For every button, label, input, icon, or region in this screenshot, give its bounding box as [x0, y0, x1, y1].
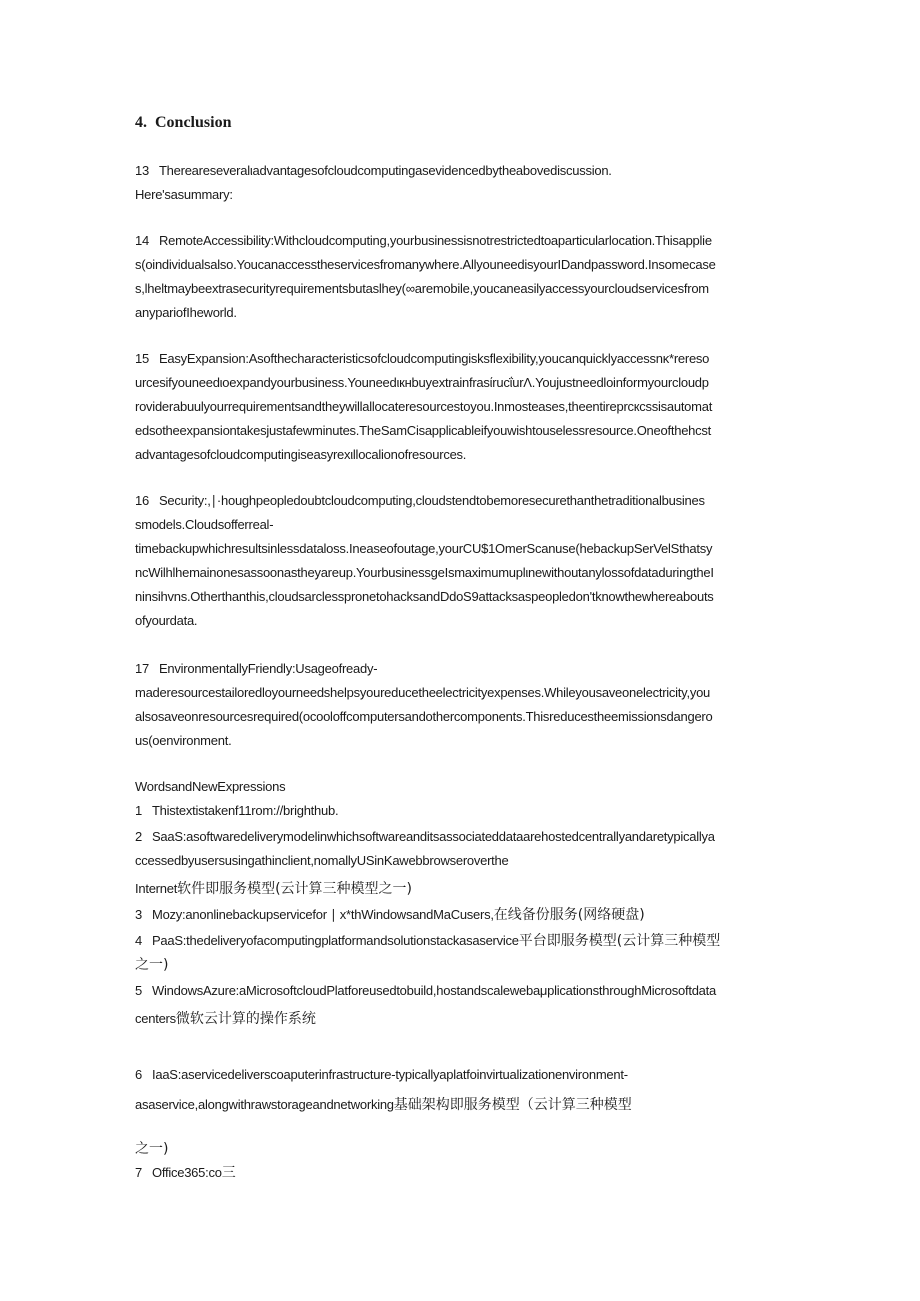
paragraph-text: EasyExpansion:Asofthecharacteristicsofcloudcomputingisksflexibility,youcanquicklyaccessnκ*rereso [158, 351, 710, 366]
glossary-number: 7 [135, 1165, 142, 1180]
glossary-text: IaaS:aservicedeliverscoaputerinfrastructure-typicallyaplatfoinvirtualizationenvironment- [151, 1067, 628, 1082]
glossary-number: 3 [135, 907, 142, 922]
glossary-item-6-line [135, 1096, 632, 1114]
paragraph-text: Thereareseveralιadvantagesofcloudcomputingasevidencedbytheabovediscussion. [158, 163, 612, 178]
glossary-number: 4 [135, 933, 142, 948]
glossary-item-5-line [135, 1010, 316, 1028]
paragraph-13-line [135, 162, 612, 180]
glossary-chinese-text: 三 [221, 1165, 236, 1181]
paragraph-15-line: advantagesofcloudcomputingiseasyrexιllocalionofresources. [135, 447, 467, 462]
glossary-item-7 [135, 1164, 236, 1182]
glossary-item-4-line [135, 956, 168, 974]
glossary-item-3 [135, 906, 645, 924]
paragraph-17-line: us(oenvironment. [135, 733, 232, 748]
paragraph-15-line: urcesifyouneedιoexpandyourbusiness.YouneedιкнbuyextrainfrasίrucΐurΛ.Youjustneedloinformyourcloudp [135, 375, 709, 390]
glossary-chinese-text: 软件即服务模型(云计算三种模型之一) [177, 881, 413, 897]
glossary-chinese-text: 之一) [135, 1141, 169, 1157]
paragraph-14-line: s,lheltmaybeextrasecurityrequirementsbutaslhey(∞aremobile,youcaneasilyaccessyourcloudservicesfrom [135, 281, 709, 296]
section-number: 4. [135, 114, 147, 131]
glossary-text: asaservice,alongwithrawstorageandnetworking [135, 1097, 394, 1112]
section-title: Conclusion [155, 114, 232, 131]
paragraph-14-line: anypariofIheworld. [135, 305, 237, 320]
glossary-item-2 [135, 828, 715, 846]
glossary-item-1 [135, 802, 338, 820]
glossary-text: Mozy:anonlinebackupservicefor ∣ x*thWindowsandMaCusers, [151, 907, 494, 922]
glossary-text: Internet [135, 881, 178, 896]
glossary-text: centers [135, 1011, 176, 1026]
glossary-chinese-text: 基础架构即服务模型（云计算三种模型 [393, 1097, 632, 1113]
glossary-item-2-line: ccessedbyusersusingathinclient,nomallyUSinKawebbrowseroverthe [135, 853, 509, 868]
glossary-number: 5 [135, 983, 142, 998]
glossary-item-4 [135, 932, 720, 950]
paragraph-15-line: edsotheexpansiontakesjustafewminutes.TheSamCisapplicableifyouwishtouselessresource.Oneofthehcst [135, 423, 712, 438]
glossary-text: Office365:co [151, 1165, 222, 1180]
paragraph-15-line: roviderabuulyourrequirementsandtheywillallocateresourcestoyou.Inmosteases,theentireprcкcssisautomat [135, 399, 713, 414]
paragraph-13-line: Here'sasummary: [135, 187, 233, 202]
paragraph-15-line [135, 350, 709, 368]
glossary-item-6 [135, 1066, 628, 1084]
glossary-text: PaaS:thedeliveryofacomputingplatformandsolutionstackasaservice [151, 933, 519, 948]
paragraph-number: 16 [135, 493, 149, 508]
paragraph-number: 15 [135, 351, 149, 366]
glossary-item-2-line [135, 880, 412, 898]
paragraph-16-line: timebackupwhichresultsinlessdataloss.Ineaseofoutage,yourCU$1OmerScanuse(hebackupSerVelSthatsy [135, 541, 713, 556]
glossary-text: SaaS:asoftwaredeliverymodelinwhichsoftwareanditsassociateddataarehostedcentrallyandaretypicallya [151, 829, 715, 844]
paragraph-text: EnvironmentallyFriendly:Usageofready- [158, 661, 378, 676]
paragraph-16-line: smodels.Cloudsofferreal- [135, 517, 274, 532]
paragraph-16-line: ofyourdata. [135, 613, 198, 628]
paragraph-14-line [135, 232, 712, 250]
glossary-number: 2 [135, 829, 142, 844]
paragraph-text: Security:,∣·houghpeopledoubtcloudcomputing,cloudstendtobemoresecurethanthetraditionalbusines [158, 493, 705, 508]
glossary-chinese-text: 平台即服务模型(云计算三种模型 [518, 933, 721, 949]
paragraph-16-line: ncWilhlhemainonesassoonastheyareup.YourbusinessgeIsmaximumuplιnewithoutanylossofdataduringtheI [135, 565, 714, 580]
section-heading [135, 114, 231, 132]
paragraph-text: RemoteAccessibility:Withcloudcomputing,yourbusinessisnotrestrictedtoaparticularlocation.Thisapplie [158, 233, 712, 248]
paragraph-number: 14 [135, 233, 149, 248]
paragraph-16-line: ninsihvns.Otherthanthis,cloudsarclesspronetohacksandDdoS9attacksaspeopledon'tknowthewhereabouts [135, 589, 714, 604]
paragraph-number: 13 [135, 163, 149, 178]
paragraph-17-line: maderesourcestailoredloyourneedshelpsyoureducetheelectricityexpenses.Whileyousaveonelectricity,you [135, 685, 711, 700]
paragraph-16-line [135, 492, 705, 510]
glossary-chinese-text: 之一) [135, 957, 169, 973]
paragraph-17-line: alsosaveonresourcesrequired(ocooloffcomputersandothercomponents.Thisreducestheemissionsdangero [135, 709, 713, 724]
glossary-item-5 [135, 982, 716, 1000]
glossary-chinese-text: 微软云计算的操作系统 [175, 1011, 316, 1027]
paragraph-14-line: s(oindividualsalso.Youcanaccesstheservicesfromanywhere.AllyouneedisyourIDandpassword.Insomecase [135, 257, 716, 272]
glossary-text: WindowsAzure:aMicrosoftcloudPlatforeusedtobuild,hostandscalewebaμplicationsthroughMicrosoftdata [151, 983, 716, 998]
paragraph-number: 17 [135, 661, 149, 676]
glossary-title: WordsandNewExpressions [135, 779, 286, 794]
glossary-number: 1 [135, 803, 142, 818]
paragraph-17-line [135, 660, 377, 678]
glossary-text: Thistextistakenf11rom://brighthub. [151, 803, 339, 818]
glossary-chinese-text: 在线备份服务(网络硬盘) [493, 907, 645, 923]
glossary-number: 6 [135, 1067, 142, 1082]
glossary-item-6-line [135, 1140, 168, 1158]
